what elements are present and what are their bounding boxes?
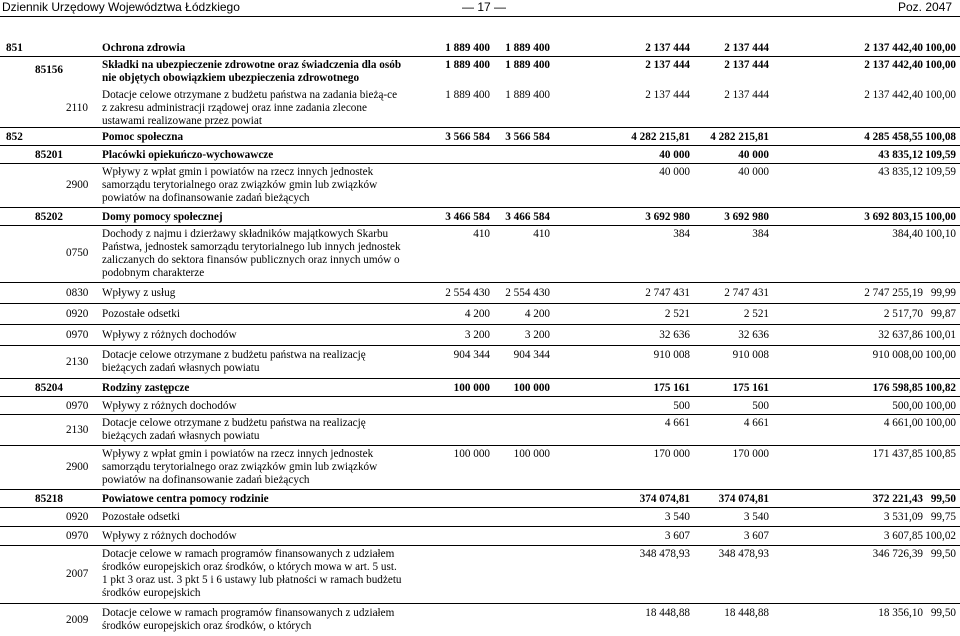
value-percent: 99,99 [930, 287, 956, 299]
paragraf-code: 2130 [66, 356, 89, 368]
value-amount: 4 282 215,81 [631, 131, 690, 143]
value-amount: 2 747 431 [645, 287, 690, 299]
value-percent: 100,10 [925, 228, 956, 240]
paragraf-code: 0970 [66, 400, 89, 412]
row-description: Dochody z najmu i dzierżawy składników majątkowych Skarbu Państwa, jednostek samorządu terytorialnego lub innych jednostek zaliczanych do sektora finansów publicznych oraz innych umów o podobnym charakterze [102, 228, 401, 279]
row-description: Domy pomocy społecznej [102, 211, 223, 223]
value-executed: 3 607,85 [883, 530, 923, 542]
value-amount: 2 137 444 [645, 89, 690, 101]
value-amount-due: 3 607 [743, 530, 769, 542]
value-amount-due: 374 074,81 [718, 493, 769, 505]
budget-table [0, 40, 960, 636]
row-description: Wpływy z usług [102, 287, 176, 299]
rozdzial-code: 85201 [35, 149, 63, 161]
value-amount: 2 521 [664, 308, 690, 320]
value-plan: 2 554 430 [445, 287, 490, 299]
value-amount-due: 384 [752, 228, 769, 240]
value-percent: 100,02 [925, 530, 956, 542]
dzial-code: 852 [6, 131, 23, 143]
table-row [0, 490, 960, 508]
value-percent: 100,85 [925, 448, 956, 460]
row-description: Dotacje celowe w ramach programów finansowanych z udziałem środków europejskich oraz środków, o których [102, 607, 395, 632]
paragraf-code: 0830 [66, 287, 89, 299]
value-amount-due: 2 137 444 [724, 42, 769, 54]
paragraf-code: 0920 [66, 511, 89, 523]
row-description: Rodziny zastępcze [102, 382, 190, 394]
table-row [0, 146, 960, 164]
value-percent: 99,50 [930, 607, 956, 619]
value-plan-after-changes: 100 000 [513, 382, 550, 394]
value-percent: 109,59 [925, 166, 956, 178]
paragraf-code: 2009 [66, 614, 89, 626]
dzial-code: 851 [6, 42, 23, 54]
value-amount-due: 40 000 [738, 149, 769, 161]
rozdzial-code: 85156 [35, 64, 63, 76]
value-amount: 3 692 980 [645, 211, 690, 223]
value-executed: 2 137 442,40 [864, 42, 923, 54]
value-plan: 904 344 [453, 349, 490, 361]
value-executed: 176 598,85 [872, 382, 923, 394]
value-plan-after-changes: 1 889 400 [505, 42, 550, 54]
value-percent: 100,08 [925, 131, 956, 143]
value-amount-due: 170 000 [732, 448, 769, 460]
row-description: Wpływy z wpłat gmin i powiatów na rzecz innych jednostek samorządu terytorialnego oraz związków gmin lub związków powiatów na dofinansowanie zadań bieżących [102, 448, 378, 486]
value-amount: 175 161 [653, 382, 690, 394]
value-percent: 100,00 [925, 59, 956, 71]
row-description: Dotacje celowe otrzymane z budżetu państwa na realizację bieżących zadań własnych powiatu [102, 417, 366, 442]
value-amount-due: 40 000 [738, 166, 769, 178]
table-row [0, 283, 960, 304]
value-executed: 346 726,39 [872, 548, 923, 560]
row-description: Wpływy z różnych dochodów [102, 329, 237, 341]
table-row [0, 40, 960, 57]
value-percent: 99,50 [930, 548, 956, 560]
row-description: Pozostałe odsetki [102, 308, 180, 320]
value-amount-due: 175 161 [732, 382, 769, 394]
value-plan: 1 889 400 [445, 89, 490, 101]
value-percent: 100,01 [925, 329, 956, 341]
value-percent: 100,00 [925, 89, 956, 101]
value-amount: 910 008 [653, 349, 690, 361]
value-plan-after-changes: 4 200 [524, 308, 550, 320]
value-executed: 4 661,00 [883, 417, 923, 429]
value-percent: 109,59 [925, 149, 956, 161]
value-executed: 2 137 442,40 [864, 89, 923, 101]
row-description: Ochrona zdrowia [102, 42, 186, 54]
value-executed: 500,00 [892, 400, 923, 412]
value-percent: 100,00 [925, 400, 956, 412]
table-row [0, 397, 960, 415]
value-amount: 384 [673, 228, 690, 240]
value-plan: 1 889 400 [445, 42, 490, 54]
table-row [0, 546, 960, 604]
table-row [0, 508, 960, 527]
value-plan-after-changes: 3 466 584 [505, 211, 550, 223]
value-plan-after-changes: 2 554 430 [505, 287, 550, 299]
page-header [0, 0, 960, 18]
value-amount-due: 348 478,93 [718, 548, 769, 560]
paragraf-code: 2130 [66, 424, 89, 436]
rozdzial-code: 85202 [35, 211, 63, 223]
row-description: Wpływy z różnych dochodów [102, 530, 237, 542]
value-plan-after-changes: 410 [533, 228, 550, 240]
value-executed: 384,40 [892, 228, 923, 240]
paragraf-code: 0920 [66, 308, 89, 320]
row-description: Wpływy z różnych dochodów [102, 400, 237, 412]
value-amount-due: 4 661 [743, 417, 769, 429]
value-amount: 2 137 444 [645, 59, 690, 71]
row-description: Placówki opiekuńczo-wychowawcze [102, 149, 274, 161]
value-plan-after-changes: 3 200 [524, 329, 550, 341]
table-row [0, 325, 960, 346]
paragraf-code: 2007 [66, 568, 89, 580]
position-number: Poz. 2047 [898, 0, 953, 14]
row-description: Pomoc społeczna [102, 131, 184, 143]
value-executed: 2 517,70 [883, 308, 923, 320]
value-amount-due: 2 747 431 [724, 287, 769, 299]
value-plan-after-changes: 100 000 [513, 448, 550, 460]
row-description: Wpływy z wpłat gmin i powiatów na rzecz innych jednostek samorządu terytorialnego oraz związków gmin lub związków powiatów na dofinansowanie zadań bieżących [102, 166, 378, 204]
row-description: Pozostałe odsetki [102, 511, 180, 523]
value-percent: 99,75 [930, 511, 956, 523]
table-row [0, 208, 960, 226]
row-description: Składki na ubezpieczenie zdrowotne oraz świadczenia dla osób nie objętych obowiązkiem ubezpieczenia zdrowotnego [102, 59, 402, 84]
value-executed: 2 137 442,40 [864, 59, 923, 71]
table-row [0, 304, 960, 325]
value-amount: 18 448,88 [645, 607, 690, 619]
value-amount: 170 000 [653, 448, 690, 460]
value-amount: 374 074,81 [639, 493, 690, 505]
value-executed: 2 747 255,19 [864, 287, 923, 299]
value-amount: 2 137 444 [645, 42, 690, 54]
paragraf-code: 2900 [66, 179, 89, 191]
table-row [0, 164, 960, 208]
value-plan: 100 000 [453, 448, 490, 460]
row-description: Dotacje celowe otrzymane z budżetu państwa na zadania bieżą-ce z zakresu administracji rządowej oraz inne zadania zlecone ustawami realizowane przez powiat [102, 89, 398, 127]
table-row [0, 527, 960, 546]
value-executed: 372 221,43 [872, 493, 923, 505]
value-plan: 3 566 584 [445, 131, 490, 143]
paragraf-code: 2110 [66, 102, 88, 114]
value-executed: 171 437,85 [872, 448, 923, 460]
table-row [0, 226, 960, 283]
header-rule [0, 16, 960, 17]
paragraf-code: 0970 [66, 530, 89, 542]
value-plan: 3 200 [464, 329, 490, 341]
value-amount-due: 500 [752, 400, 769, 412]
table-row [0, 446, 960, 490]
value-percent: 100,00 [925, 42, 956, 54]
value-amount: 40 000 [659, 166, 690, 178]
value-amount: 3 540 [664, 511, 690, 523]
value-executed: 910 008,00 [872, 349, 923, 361]
value-plan-after-changes: 3 566 584 [505, 131, 550, 143]
rozdzial-code: 85204 [35, 382, 63, 394]
value-plan: 4 200 [464, 308, 490, 320]
value-plan: 410 [473, 228, 490, 240]
value-percent: 100,82 [925, 382, 956, 394]
journal-title: Dziennik Urzędowy Województwa Łódzkiego [2, 0, 240, 14]
value-amount: 40 000 [659, 149, 690, 161]
paragraf-code: 2900 [66, 461, 89, 473]
value-executed: 43 835,12 [878, 149, 923, 161]
value-percent: 100,00 [925, 211, 956, 223]
table-row [0, 57, 960, 87]
value-amount-due: 18 448,88 [724, 607, 769, 619]
value-amount-due: 3 692 980 [724, 211, 769, 223]
value-executed: 4 285 458,55 [864, 131, 923, 143]
value-percent: 99,50 [930, 493, 956, 505]
value-amount-due: 3 540 [743, 511, 769, 523]
value-executed: 3 531,09 [883, 511, 923, 523]
value-amount: 348 478,93 [639, 548, 690, 560]
value-amount: 500 [673, 400, 690, 412]
value-plan-after-changes: 904 344 [513, 349, 550, 361]
value-executed: 32 637,86 [878, 329, 923, 341]
row-description: Dotacje celowe w ramach programów finansowanych z udziałem środków europejskich oraz środków, o których mowa w art. 5 ust. 1 pkt 3 oraz ust. 3 pkt 5 i 6 ustawy lub płatności w ramach budżetu środków europejskich [102, 548, 402, 599]
table-row [0, 87, 960, 128]
table-row [0, 128, 960, 146]
value-percent: 100,00 [925, 417, 956, 429]
value-executed: 3 692 803,15 [864, 211, 923, 223]
value-plan: 3 466 584 [445, 211, 490, 223]
row-description: Powiatowe centra pomocy rodzinie [102, 493, 269, 505]
page-number: — 17 — [462, 0, 507, 14]
paragraf-code: 0750 [66, 247, 89, 259]
value-plan: 100 000 [453, 382, 490, 394]
table-row [0, 604, 960, 636]
paragraf-code: 0970 [66, 329, 89, 341]
row-description: Dotacje celowe otrzymane z budżetu państwa na realizację bieżących zadań własnych powiatu [102, 349, 366, 374]
table-row [0, 379, 960, 397]
value-amount: 32 636 [659, 329, 690, 341]
value-percent: 99,87 [930, 308, 956, 320]
value-executed: 18 356,10 [878, 607, 923, 619]
value-amount-due: 2 521 [743, 308, 769, 320]
table-row [0, 346, 960, 379]
value-plan-after-changes: 1 889 400 [505, 89, 550, 101]
value-percent: 100,00 [925, 349, 956, 361]
value-executed: 43 835,12 [878, 166, 923, 178]
value-amount: 3 607 [664, 530, 690, 542]
value-amount-due: 2 137 444 [724, 59, 769, 71]
value-plan: 1 889 400 [445, 59, 490, 71]
value-amount-due: 4 282 215,81 [710, 131, 769, 143]
rozdzial-code: 85218 [35, 493, 63, 505]
value-amount-due: 910 008 [732, 349, 769, 361]
value-amount: 4 661 [664, 417, 690, 429]
table-row [0, 415, 960, 446]
value-plan-after-changes: 1 889 400 [505, 59, 550, 71]
value-amount-due: 2 137 444 [724, 89, 769, 101]
value-amount-due: 32 636 [738, 329, 769, 341]
